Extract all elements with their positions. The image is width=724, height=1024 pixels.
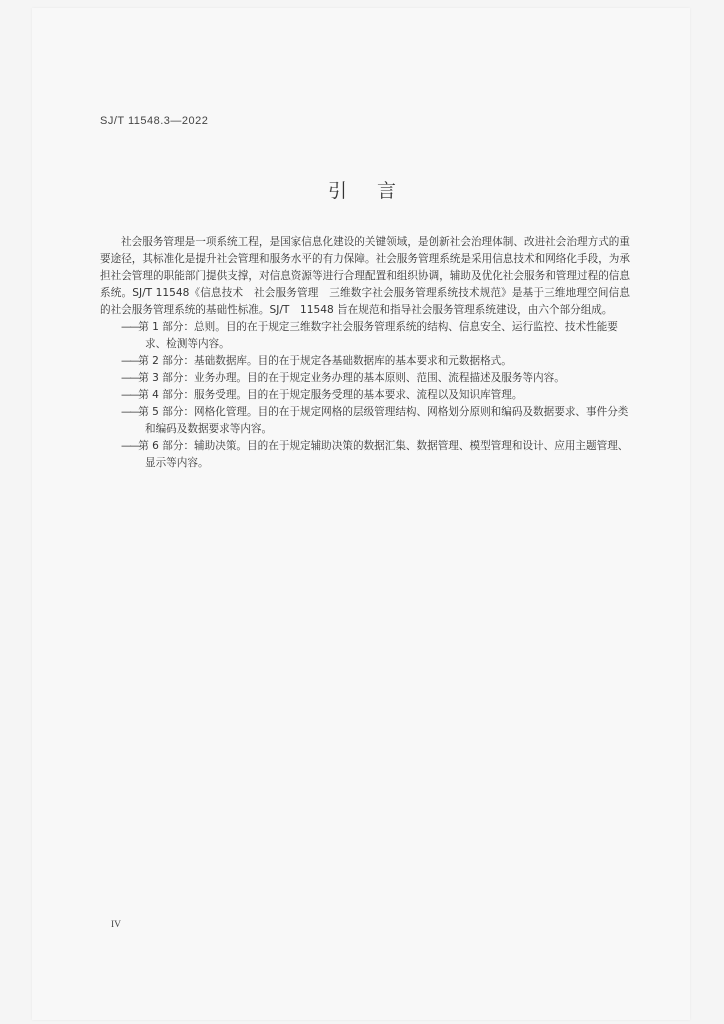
list-item (100, 438, 630, 472)
part-4-text: 第 4 部分：服务受理。目的在于规定服务受理的基本要求、流程以及知识库管理。 (138, 389, 523, 401)
list-dash: —— (121, 406, 139, 418)
list-item (100, 353, 630, 370)
document-page (32, 8, 690, 1020)
page-title (0, 176, 724, 203)
list-dash: —— (121, 440, 139, 452)
part-1-text: 第 1 部分：总则。目的在于规定三维数字社会服务管理系统的结构、信息安全、运行监控、技术性能要求、检测等内容。 (138, 321, 618, 350)
title-char-1: 引 (327, 180, 347, 202)
list-item (100, 387, 630, 404)
part-6-text: 第 6 部分：辅助决策。目的在于规定辅助决策的数据汇集、数据管理、模型管理和设计、应用主题管理、显示等内容。 (138, 440, 629, 469)
parts-list (100, 319, 630, 472)
list-item (100, 404, 630, 438)
intro-paragraph: 社会服务管理是一项系统工程，是国家信息化建设的关键领域，是创新社会治理体制、改进社会治理方式的重要途径，其标准化是提升社会管理和服务水平的有力保障。社会服务管理系统是采用信息技术和网络化手段，为承担社会管理的职能部门提供支撑，对信息资源等进行合理配置和组织协调，辅助及优化社会服务和管理过程的信息系统。SJ/T 11548《信息技术 社会服务管理 三维数字社会服务管理系统技术规范》是基于三维地理空间信息的社会服务管理系统的基础性标准。SJ/T 11548 旨在规范和指导社会服务管理系统建设，由六个部分组成。 (100, 236, 630, 316)
list-dash: —— (121, 372, 139, 384)
list-dash: —— (121, 389, 139, 401)
list-item (100, 319, 630, 353)
part-3-text: 第 3 部分：业务办理。目的在于规定业务办理的基本原则、范围、流程描述及服务等内容。 (138, 372, 565, 384)
part-2-text: 第 2 部分：基础数据库。目的在于规定各基础数据库的基本要求和元数据格式。 (138, 355, 512, 367)
title-char-2: 言 (377, 180, 397, 202)
document-body (100, 234, 630, 472)
page-number: IV (111, 920, 122, 930)
list-item (100, 370, 630, 387)
standard-code: SJ/T 11548.3—2022 (100, 115, 209, 127)
list-dash: —— (121, 355, 139, 367)
list-dash: —— (121, 321, 139, 333)
part-5-text: 第 5 部分：网格化管理。目的在于规定网格的层级管理结构、网格划分原则和编码及数据要求、事件分类和编码及数据要求等内容。 (138, 406, 629, 435)
